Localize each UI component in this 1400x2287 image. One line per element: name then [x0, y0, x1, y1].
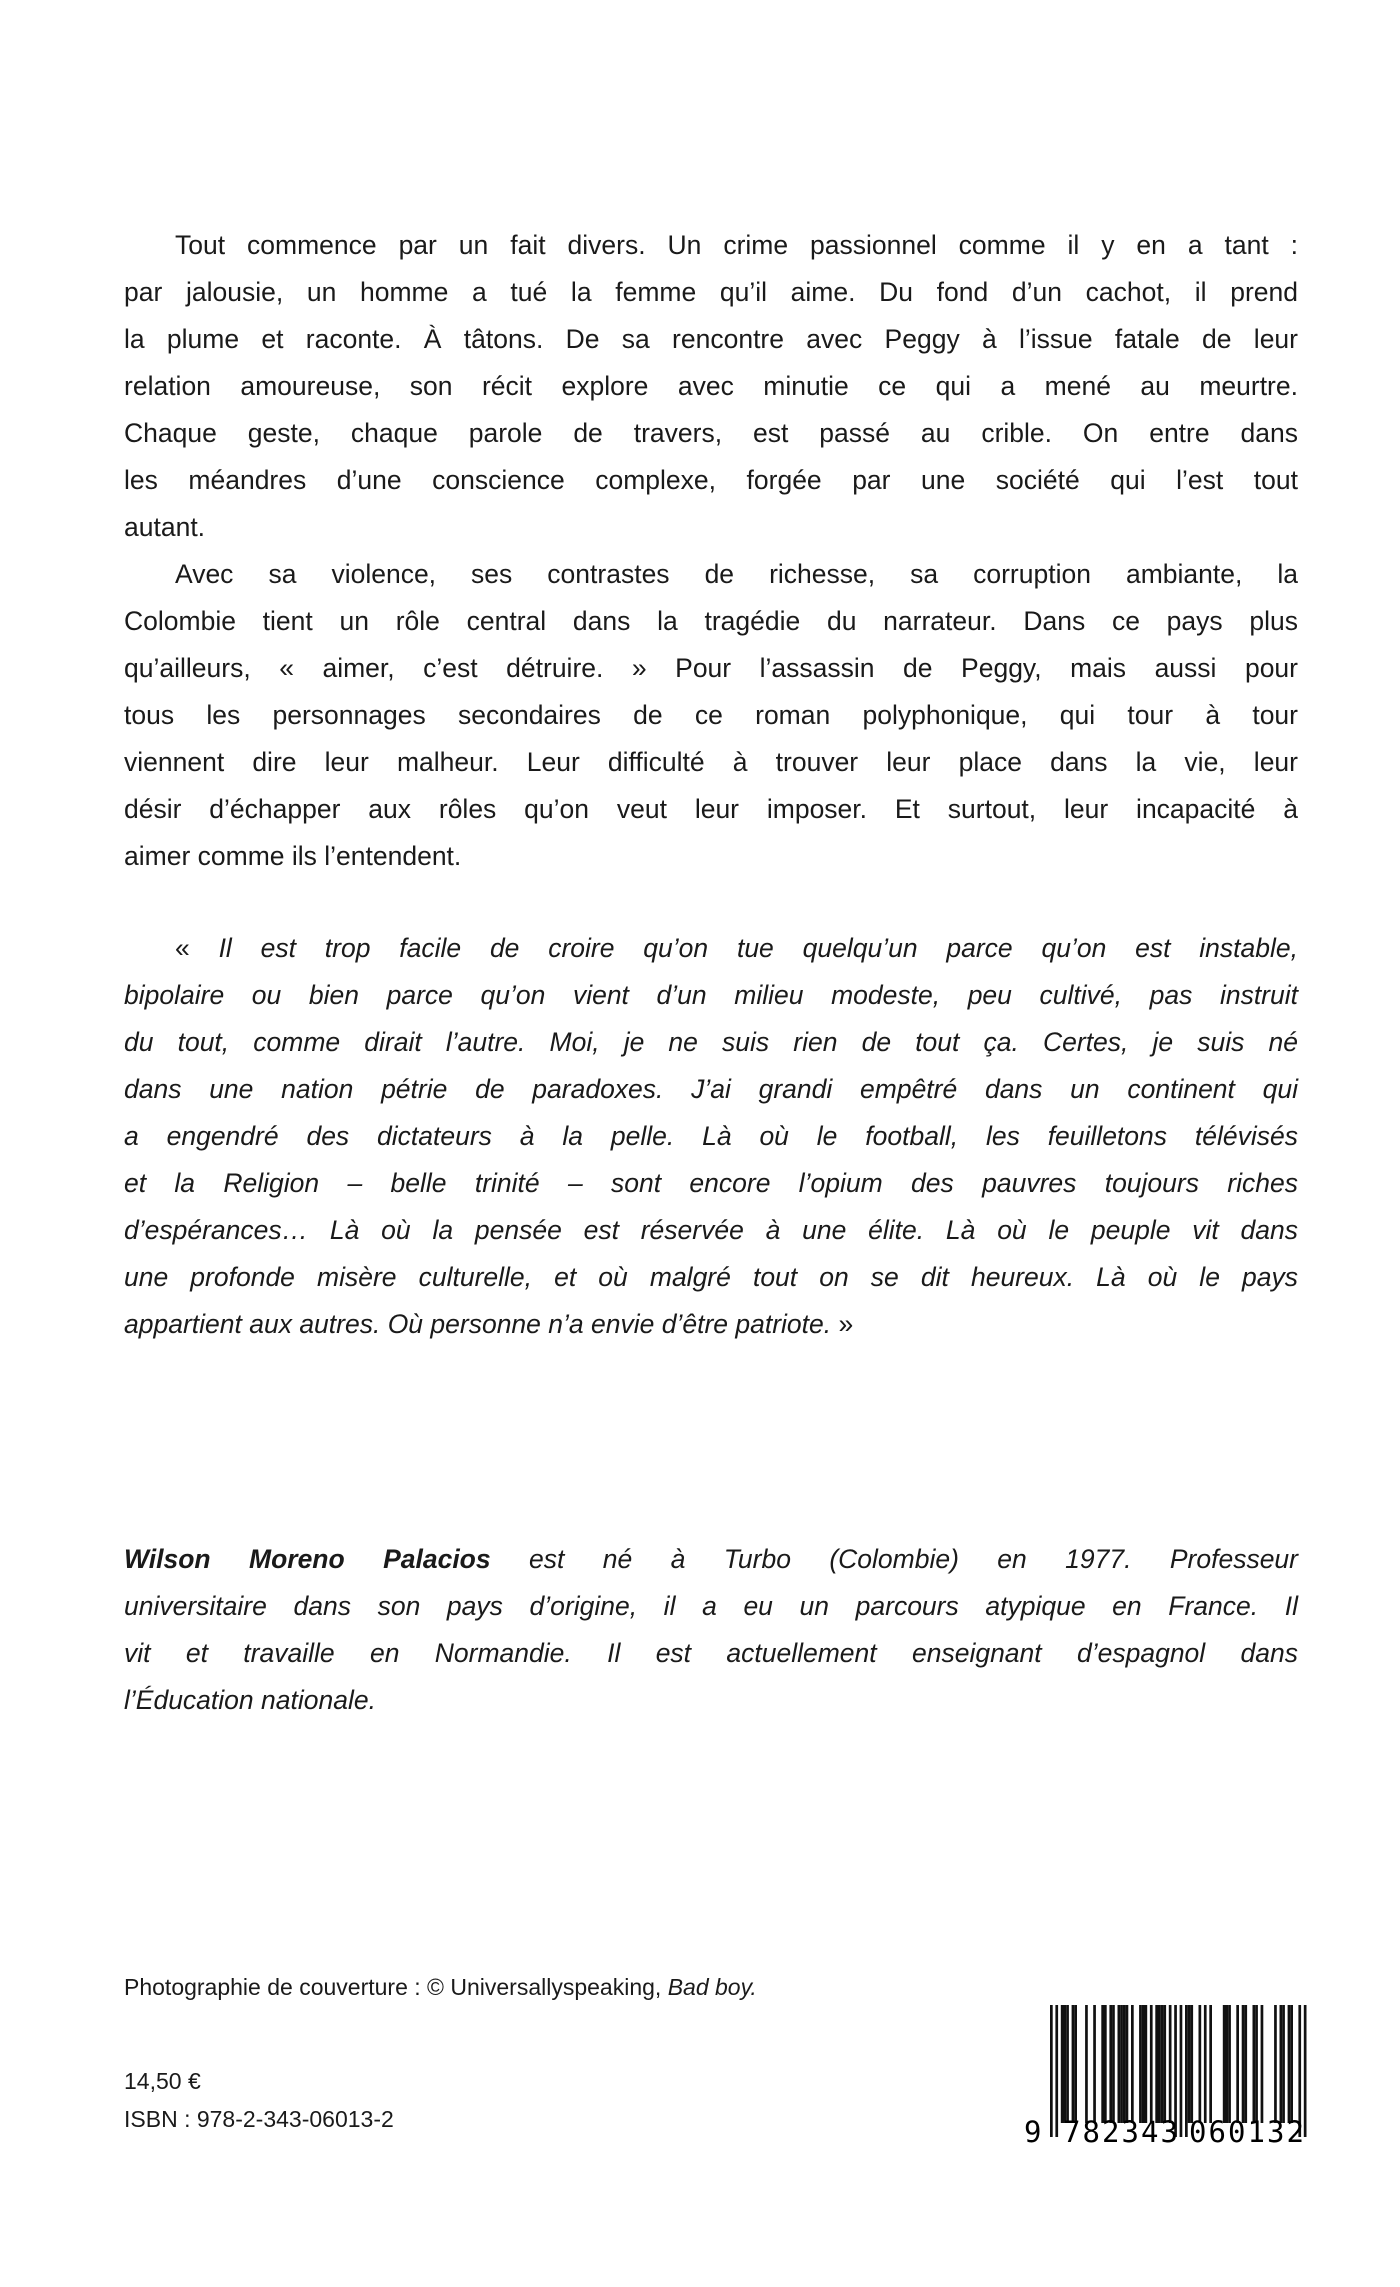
barcode-bar: [1085, 2005, 1088, 2123]
barcode-bar: [1123, 2005, 1126, 2123]
text-line: a engendré des dictateurs à la pelle. Là où le football, les feuilletons télévisés: [124, 1121, 1298, 1151]
text-line: la plume et raconte. À tâtons. De sa rencontre avec Peggy à l’issue fatale de leur: [124, 324, 1298, 354]
barcode-bar: [1161, 2005, 1164, 2123]
author-bio: [124, 1536, 1298, 1724]
barcode-bar: [1180, 2005, 1183, 2137]
text-line: les méandres d’une conscience complexe, forgée par une société qui l’est tout: [124, 465, 1298, 495]
barcode-left-digits: 782343: [1063, 2115, 1178, 2145]
barcode-bar: [1226, 2005, 1229, 2123]
text-line: [124, 925, 1298, 972]
barcode-bar: [1282, 2005, 1285, 2123]
text-line: [124, 1301, 1298, 1348]
text-line: relation amoureuse, son récit explore avec minutie ce qui a mené au meurtre.: [124, 371, 1298, 401]
barcode-bar: [1209, 2005, 1212, 2123]
barcode-bar: [1290, 2005, 1293, 2123]
barcode-bar: [1261, 2005, 1264, 2123]
barcode-bar: [1228, 2005, 1231, 2123]
barcode-bar: [1274, 2005, 1277, 2123]
barcode-bar: [1104, 2005, 1107, 2123]
text-line: désir d’échapper aux rôles qu’on veut leur imposer. Et surtout, leur incapacité à: [124, 794, 1298, 824]
barcode-bar: [1223, 2005, 1226, 2123]
barcode-bar: [1126, 2005, 1129, 2123]
cover-photo-credit: [124, 1974, 757, 2001]
barcode-bar: [1093, 2005, 1096, 2123]
quote-close: »: [831, 1309, 854, 1339]
barcode-bar: [1131, 2005, 1134, 2123]
barcode-bar: [1145, 2005, 1148, 2123]
text-line: l’Éducation nationale.: [124, 1685, 376, 1715]
quote-open: «: [175, 933, 219, 963]
barcode-bar: [1109, 2005, 1112, 2123]
barcode-bar: [1304, 2005, 1307, 2137]
barcode-bar: [1244, 2005, 1247, 2123]
author-name: Wilson Moreno Palacios: [124, 1544, 491, 1574]
text-line: Colombie tient un rôle central dans la tragédie du narrateur. Dans ce pays plus: [124, 606, 1298, 636]
barcode-bar: [1142, 2005, 1145, 2123]
barcode-bar: [1204, 2005, 1207, 2123]
barcode-bar: [1066, 2005, 1069, 2123]
barcode-bar: [1150, 2005, 1153, 2123]
text-line: viennent dire leur malheur. Leur difficulté à trouver leur place dans la vie, leur: [124, 747, 1298, 777]
barcode-bar: [1072, 2005, 1075, 2123]
barcode-bar: [1199, 2005, 1202, 2123]
barcode-bar: [1074, 2005, 1077, 2123]
text-line: du tout, comme dirait l’autre. Moi, je ne suis rien de tout ça. Certes, je suis né: [124, 1027, 1298, 1057]
barcode-bar: [1188, 2005, 1191, 2123]
text-line: tous les personnages secondaires de ce roman polyphonique, qui tour à tour: [124, 700, 1298, 730]
bio-text: est né à Turbo (Colombie) en 1977. Professeur: [490, 1544, 1298, 1574]
barcode-bar: [1288, 2005, 1291, 2123]
barcode-bar: [1155, 2005, 1158, 2123]
text-line: d’espérances… Là où la pensée est réservée à une élite. Là où le peuple vit dans: [124, 1215, 1298, 1245]
credit-title: Bad boy.: [667, 1974, 757, 2000]
text-line: Tout commence par un fait divers. Un crime passionnel comme il y en a tant :: [175, 230, 1298, 260]
text-line: vit et travaille en Normandie. Il est actuellement enseignant d’espagnol dans: [124, 1638, 1298, 1668]
barcode-bar: [1253, 2005, 1256, 2123]
excerpt-quote: [124, 925, 1298, 1348]
barcode-bar: [1055, 2005, 1058, 2137]
barcode-bar: [1112, 2005, 1115, 2123]
barcode-bar: [1118, 2005, 1121, 2123]
text-line: une profonde misère culturelle, et où malgré tout on se dit heureux. Là où le pays: [124, 1262, 1298, 1292]
barcode-bar: [1163, 2005, 1166, 2123]
price: 14,50 €: [124, 2068, 201, 2094]
barcode-bar: [1190, 2005, 1193, 2123]
text-line: qu’ailleurs, « aimer, c’est détruire. » Pour l’assassin de Peggy, mais aussi pour: [124, 653, 1298, 683]
barcode-bar: [1050, 2005, 1053, 2137]
text-line: Chaque geste, chaque parole de travers, est passé au crible. On entre dans: [124, 418, 1298, 448]
quote-text: Il est trop facile de croire qu’on tue quelqu’un parce qu’on est instable,: [218, 933, 1298, 963]
barcode-bar: [1158, 2005, 1161, 2123]
isbn: ISBN : 978-2-343-06013-2: [124, 2106, 394, 2132]
barcode-bar: [1280, 2005, 1283, 2123]
text-line: dans une nation pétrie de paradoxes. J’ai grandi empêtré dans un continent qui: [124, 1074, 1298, 1104]
text-line: universitaire dans son pays d’origine, il a eu un parcours atypique en France. Il: [124, 1591, 1298, 1621]
synopsis-paragraph-1: [124, 222, 1298, 880]
text-line: et la Religion – belle trinité – sont encore l’opium des pauvres toujours riches: [124, 1168, 1298, 1198]
quote-text: appartient aux autres. Où personne n’a envie d’être patriote.: [124, 1309, 832, 1339]
barcode-bar: [1242, 2005, 1245, 2123]
text-line: [124, 1536, 1298, 1583]
barcode-bar: [1255, 2005, 1258, 2123]
barcode-bar: [1236, 2005, 1239, 2123]
barcode-bar: [1120, 2005, 1123, 2123]
barcode-bar: [1169, 2005, 1172, 2123]
barcode-bar: [1064, 2005, 1067, 2123]
text-line: aimer comme ils l’entendent.: [124, 841, 462, 871]
barcode-bar: [1061, 2005, 1064, 2123]
text-line: bipolaire ou bien parce qu’on vient d’un milieu modeste, peu cultivé, pas instruit: [124, 980, 1298, 1010]
barcode-right-digits: 060132: [1189, 2115, 1304, 2145]
credit-label: Photographie de couverture : © Universallyspeaking,: [124, 1974, 668, 2000]
text-line: Avec sa violence, ses contrastes de richesse, sa corruption ambiante, la: [175, 559, 1298, 589]
isbn-barcode: [1020, 1995, 1310, 2145]
barcode-bar: [1101, 2005, 1104, 2123]
barcode-bar: [1139, 2005, 1142, 2123]
barcode-bar: [1185, 2005, 1188, 2137]
text-line: par jalousie, un homme a tué la femme qu’il aime. Du fond d’un cachot, il prend: [124, 277, 1298, 307]
text-line: autant.: [124, 512, 206, 542]
barcode-first-digit: 9: [1024, 2115, 1042, 2145]
